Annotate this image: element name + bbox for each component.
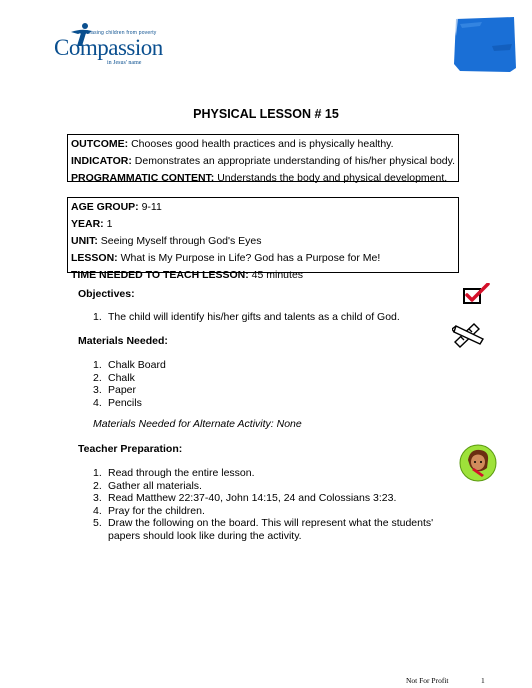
footer-note: Not For Profit bbox=[406, 676, 449, 685]
teacher-avatar-icon bbox=[458, 444, 498, 482]
list-item: 1. Chalk Board bbox=[93, 359, 166, 371]
page-number: 1 bbox=[481, 676, 485, 685]
time-row: TIME NEEDED TO TEACH LESSON: 45 minutes bbox=[71, 269, 304, 281]
age-group-row: AGE GROUP: 9-11 bbox=[71, 201, 162, 213]
programmatic-row: PROGRAMMATIC CONTENT: Understands the body and physical development. bbox=[71, 172, 448, 184]
blue-paint-patch bbox=[452, 16, 517, 73]
list-item: 1. The child will identify his/her gifts and talents as a child of God. bbox=[93, 311, 400, 323]
objectives-heading: Objectives: bbox=[78, 288, 135, 300]
alternate-materials: Materials Needed for Alternate Activity: None bbox=[93, 418, 302, 430]
list-item: 1. Read through the entire lesson. bbox=[93, 467, 255, 479]
checkbox-checked-icon bbox=[462, 283, 490, 305]
teacher-preparation-heading: Teacher Preparation: bbox=[78, 443, 183, 455]
outcome-box bbox=[67, 134, 459, 182]
page-title: PHYSICAL LESSON # 15 bbox=[193, 107, 339, 121]
logo-subline: in Jesus' name bbox=[107, 60, 142, 66]
list-item: 4. Pencils bbox=[93, 396, 142, 409]
list-item: 2. Gather all materials. bbox=[93, 479, 202, 492]
objectives-list bbox=[93, 311, 400, 324]
lesson-info-box bbox=[67, 197, 459, 281]
preparation-list bbox=[93, 467, 433, 542]
indicator-row: INDICATOR: Demonstrates an appropriate understanding of his/her physical body. bbox=[71, 155, 456, 167]
materials-list bbox=[93, 359, 166, 409]
list-item: 2. Chalk bbox=[93, 371, 135, 384]
list-item-continuation: papers should look like during the activity. bbox=[108, 529, 302, 542]
list-item: 3. Read Matthew 22:37-40, John 14:15, 24 and Colossians 3:23. bbox=[93, 492, 397, 504]
ruler-pencil-icon bbox=[452, 320, 486, 348]
list-item: 4. Pray for the children. bbox=[93, 504, 205, 517]
logo-tagline: Releasing children from poverty bbox=[80, 30, 157, 36]
materials-heading: Materials Needed: bbox=[78, 335, 168, 347]
lesson-row: LESSON: What is My Purpose in Life? God has a Purpose for Me! bbox=[71, 252, 381, 264]
outcome-row: OUTCOME: Chooses good health practices and is physically healthy. bbox=[71, 138, 394, 150]
year-row: YEAR: 1 bbox=[71, 218, 113, 230]
unit-row: UNIT: Seeing Myself through God's Eyes bbox=[71, 235, 262, 247]
logo-wordmark: Compassion bbox=[54, 35, 163, 60]
list-item: 3. Paper bbox=[93, 384, 137, 396]
list-item: 5. Draw the following on the board. This will represent what the students' bbox=[93, 517, 434, 529]
